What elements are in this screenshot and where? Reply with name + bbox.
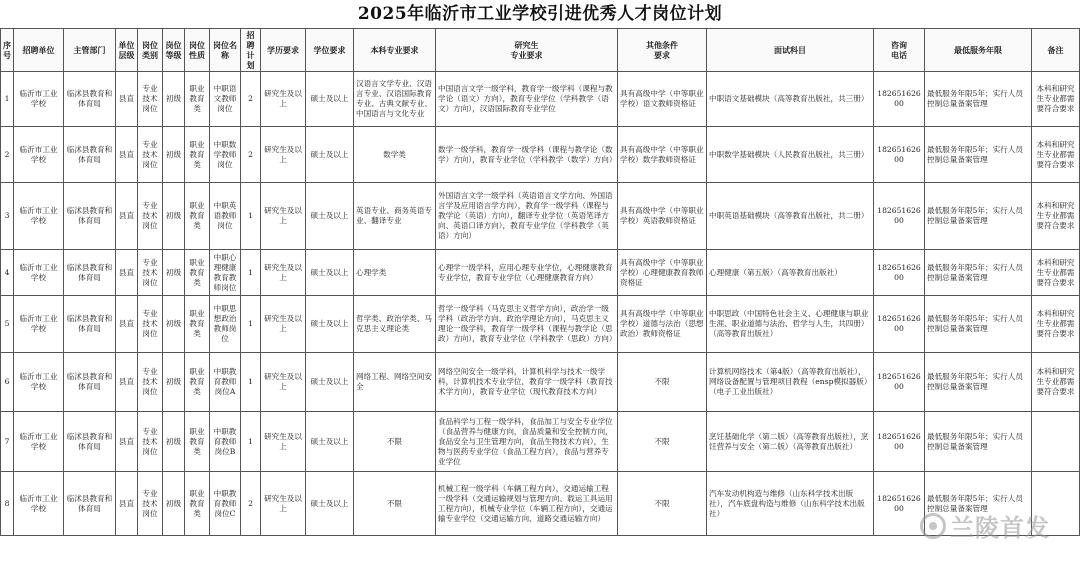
- cell-education: 研究生及以上: [261, 472, 306, 536]
- cell-degree: 硕士及以上: [306, 412, 354, 472]
- cell-interview-subject: 中职语文基础模块（高等教育出版社，共三册）: [707, 72, 874, 127]
- cell-service-years: 最低服务年限5年；实行人员控制总量备案管理: [925, 72, 1032, 127]
- cell-nature: 职业教育类: [185, 250, 210, 296]
- cell-post: 中职教育教师岗位B: [210, 412, 241, 472]
- cell-other-conditions: 具有高级中学（中等职业学校）道德与法治（思想政治）教师资格证: [618, 296, 707, 353]
- cell-nature: 职业教育类: [185, 296, 210, 353]
- cell-unit: 临沂市工业学校: [14, 296, 64, 353]
- cell-remark: 本科和研究生专业都需要符合要求: [1032, 127, 1080, 183]
- cell-nature: 职业教育类: [185, 127, 210, 183]
- watermark: [920, 508, 1050, 543]
- cell-category: 专业技术岗位: [138, 127, 163, 183]
- cell-phone: 18265162600: [874, 127, 925, 183]
- header-dept: 主管部门: [64, 29, 116, 72]
- cell-unit: 临沂市工业学校: [14, 72, 64, 127]
- cell-service-years: 最低服务年限5年；实行人员控制总量备案管理: [925, 183, 1032, 250]
- cell-interview-subject: 中职数学基础模块（人民教育出版社，共三册）: [707, 127, 874, 183]
- header-unit: 招聘单位: [14, 29, 64, 72]
- header-interview-subject: 面试科目: [707, 29, 874, 72]
- cell-dept: 临沭县教育和体育局: [64, 72, 116, 127]
- cell-level: 县直: [116, 472, 138, 536]
- cell-plan: 2: [241, 472, 261, 536]
- cell-dept: 临沭县教育和体育局: [64, 412, 116, 472]
- cell-unit: 临沂市工业学校: [14, 127, 64, 183]
- cell-undergrad-major: 网络工程、网络空间安全: [354, 353, 436, 412]
- cell-degree: 硕士及以上: [306, 72, 354, 127]
- header-undergrad-major: 本科专业要求: [354, 29, 436, 72]
- cell-undergrad-major: 汉语言文学专业、汉语言专业、汉语国际教育专业、古典文献专业、中国语言与文化专业: [354, 72, 436, 127]
- cell-post: 中职教育教师岗位A: [210, 353, 241, 412]
- cell-post: 中职数学教师岗位: [210, 127, 241, 183]
- cell-unit: 临沂市工业学校: [14, 183, 64, 250]
- cell-serial: 1: [1, 72, 14, 127]
- cell-post: 中职英语教师岗位: [210, 183, 241, 250]
- cell-grade: 初级: [163, 127, 185, 183]
- cell-serial: 6: [1, 353, 14, 412]
- cell-category: 专业技术岗位: [138, 72, 163, 127]
- cell-plan: 2: [241, 127, 261, 183]
- cell-remark: 本科和研究生专业都需要符合要求: [1032, 296, 1080, 353]
- cell-level: 县直: [116, 296, 138, 353]
- cell-category: 专业技术岗位: [138, 250, 163, 296]
- cell-post: 中职心理健康教育教师岗位: [210, 250, 241, 296]
- cell-degree: 硕士及以上: [306, 250, 354, 296]
- cell-dept: 临沭县教育和体育局: [64, 296, 116, 353]
- cell-degree: 硕士及以上: [306, 353, 354, 412]
- cell-grade: 初级: [163, 72, 185, 127]
- cell-other-conditions: 具有高级中学（中等职业学校）语文教师资格证: [618, 72, 707, 127]
- header-remark: 备注: [1032, 29, 1080, 72]
- cell-phone: 18265162600: [874, 412, 925, 472]
- cell-dept: 临沭县教育和体育局: [64, 250, 116, 296]
- cell-postgrad-major: 数学一级学科，教育学一级学科（课程与教学论（数学）方向），教育专业学位（学科教学（数学）方向）: [436, 127, 618, 183]
- cell-interview-subject: 心理健康（第五版）（高等教育出版社）: [707, 250, 874, 296]
- cell-remark: [1032, 412, 1080, 472]
- cell-other-conditions: 具有高级中学（中等职业学校）心理健康教育教师资格证: [618, 250, 707, 296]
- cell-plan: 2: [241, 72, 261, 127]
- table-row: [1, 250, 1080, 296]
- cell-plan: 1: [241, 412, 261, 472]
- table-row: [1, 183, 1080, 250]
- cell-level: 县直: [116, 183, 138, 250]
- cell-other-conditions: 不限: [618, 353, 707, 412]
- cell-category: 专业技术岗位: [138, 296, 163, 353]
- cell-nature: 职业教育类: [185, 72, 210, 127]
- cell-education: 研究生及以上: [261, 412, 306, 472]
- cell-category: 专业技术岗位: [138, 472, 163, 536]
- position-plan-table: [0, 28, 1080, 536]
- cell-postgrad-major: 机械工程一级学科（车辆工程方向），交通运输工程一级学科（交通运输规划与管理方向、载运工具运用工程方向），机械专业学位（车辆工程方向），交通运输专业学位（交通运输方向、道路交通运输方向）: [436, 472, 618, 536]
- cell-unit: 临沂市工业学校: [14, 472, 64, 536]
- watermark-text: 兰陵首发: [950, 514, 1050, 542]
- cell-post: 中职教育教师岗位C: [210, 472, 241, 536]
- page-title: 2025年临沂市工业学校引进优秀人才岗位计划: [357, 4, 723, 24]
- cell-grade: 初级: [163, 412, 185, 472]
- cell-education: 研究生及以上: [261, 127, 306, 183]
- cell-dept: 临沭县教育和体育局: [64, 127, 116, 183]
- cell-interview-subject: 烹饪基础化学（第二版）（高等教育出版社），烹饪营养与安全（第二版）（高等教育出版社）: [707, 412, 874, 472]
- cell-service-years: 最低服务年限5年；实行人员控制总量备案管理: [925, 127, 1032, 183]
- cell-service-years: 最低服务年限5年；实行人员控制总量备案管理: [925, 353, 1032, 412]
- cell-grade: 初级: [163, 183, 185, 250]
- cell-serial: 5: [1, 296, 14, 353]
- cell-postgrad-major: 食品科学与工程一级学科，食品加工与安全专业学位（食品营养与健康方向，食品质量和安全控制方向，食品安全与卫生管理方向，食品生物技术方向），生物与医药专业学位（食品工程方向），食品与营养专业学位: [436, 412, 618, 472]
- cell-unit: 临沂市工业学校: [14, 250, 64, 296]
- header-post: 岗位名称: [210, 29, 241, 72]
- cell-serial: 8: [1, 472, 14, 536]
- cell-post: 中职语文教师岗位: [210, 72, 241, 127]
- cell-postgrad-major: 外国语言文学一级学科（英语语言文学方向、外国语言学及应用语言学方向），教育学一级学科（课程与教学论（英语）方向），翻译专业学位（英语笔译方向、英语口译方向），教育专业学位（学科教学（英语）方向）: [436, 183, 618, 250]
- header-postgrad-major: 研究生 专业要求: [436, 29, 618, 72]
- table-row: [1, 353, 1080, 412]
- cell-grade: 初级: [163, 353, 185, 412]
- cell-nature: 职业教育类: [185, 412, 210, 472]
- cell-unit: 临沂市工业学校: [14, 353, 64, 412]
- cell-interview-subject: 中职英语基础模块（高等教育出版社，共二册）: [707, 183, 874, 250]
- cell-dept: 临沭县教育和体育局: [64, 472, 116, 536]
- cell-plan: 1: [241, 296, 261, 353]
- header-level: 单位层级: [116, 29, 138, 72]
- cell-interview-subject: 中职思政（中国特色社会主义、心理健康与职业生涯、职业道德与法治、哲学与人生，共四册）（高等教育出版社）: [707, 296, 874, 353]
- cell-postgrad-major: 网络空间安全一级学科，计算机科学与技术一级学科，计算机技术专业学位，教育学一级学科（教育技术学方向），教育专业学位（现代教育技术方向）: [436, 353, 618, 412]
- cell-serial: 2: [1, 127, 14, 183]
- cell-degree: 硕士及以上: [306, 127, 354, 183]
- cell-service-years: 最低服务年限5年；实行人员控制总量备案管理: [925, 472, 1032, 536]
- cell-other-conditions: 具有高级中学（中等职业学校）数学教师资格证: [618, 127, 707, 183]
- table-row: [1, 72, 1080, 127]
- cell-grade: 初级: [163, 472, 185, 536]
- cell-phone: 18265162600: [874, 250, 925, 296]
- cell-education: 研究生及以上: [261, 353, 306, 412]
- cell-nature: 职业教育类: [185, 183, 210, 250]
- cell-remark: 本科和研究生专业都需要符合要求: [1032, 72, 1080, 127]
- cell-remark: 本科和研究生专业都需要符合要求: [1032, 353, 1080, 412]
- cell-dept: 临沭县教育和体育局: [64, 353, 116, 412]
- cell-undergrad-major: 不限: [354, 412, 436, 472]
- cell-undergrad-major: 哲学类、政治学类、马克思主义理论类: [354, 296, 436, 353]
- table-row: [1, 412, 1080, 472]
- cell-service-years: 最低服务年限5年；实行人员控制总量备案管理: [925, 412, 1032, 472]
- header-grade: 岗位等级: [163, 29, 185, 72]
- cell-plan: 1: [241, 250, 261, 296]
- cell-degree: 硕士及以上: [306, 296, 354, 353]
- table-header: [1, 29, 1080, 72]
- cell-remark: 本科和研究生专业都需要符合要求: [1032, 250, 1080, 296]
- header-serial: 序号: [1, 29, 14, 72]
- cell-phone: 18265162600: [874, 296, 925, 353]
- header-plan: 招聘计划: [241, 29, 261, 72]
- cell-level: 县直: [116, 72, 138, 127]
- cell-plan: 1: [241, 183, 261, 250]
- cell-nature: 职业教育类: [185, 353, 210, 412]
- cell-other-conditions: 不限: [618, 472, 707, 536]
- cell-education: 研究生及以上: [261, 183, 306, 250]
- cell-grade: 初级: [163, 296, 185, 353]
- header-degree: 学位要求: [306, 29, 354, 72]
- cell-service-years: 最低服务年限5年；实行人员控制总量备案管理: [925, 296, 1032, 353]
- cell-undergrad-major: 数学类: [354, 127, 436, 183]
- cell-serial: 7: [1, 412, 14, 472]
- cell-serial: 3: [1, 183, 14, 250]
- header-phone: 咨询 电话: [874, 29, 925, 72]
- table-row: [1, 127, 1080, 183]
- cell-level: 县直: [116, 250, 138, 296]
- table-body: [1, 72, 1080, 536]
- cell-other-conditions: 具有高级中学（中等职业学校）英语教师资格证: [618, 183, 707, 250]
- cell-interview-subject: 汽车发动机构造与维修（山东科学技术出版社），汽车底盘构造与维修（山东科学技术出版社）: [707, 472, 874, 536]
- header-education: 学历要求: [261, 29, 306, 72]
- cell-phone: 18265162600: [874, 183, 925, 250]
- cell-level: 县直: [116, 353, 138, 412]
- cell-postgrad-major: 哲学一级学科（马克思主义哲学方向），政治学一级学科（政治学方向、政治学理论方向），马克思主义理论一级学科，教育学一级学科（课程与教学论（思政）方向），教育专业学位（学科教学（思政）方向）: [436, 296, 618, 353]
- header-category: 岗位类别: [138, 29, 163, 72]
- cell-education: 研究生及以上: [261, 72, 306, 127]
- table-row: [1, 472, 1080, 536]
- cell-grade: 初级: [163, 250, 185, 296]
- cell-category: 专业技术岗位: [138, 353, 163, 412]
- cell-post: 中职思想政治教师岗位: [210, 296, 241, 353]
- cell-category: 专业技术岗位: [138, 412, 163, 472]
- cell-service-years: 最低服务年限5年；实行人员控制总量备案管理: [925, 250, 1032, 296]
- cell-remark: 本科和研究生专业都需要符合要求: [1032, 183, 1080, 250]
- cell-postgrad-major: 心理学一级学科，应用心理专业学位，心理健康教育专业学位，教育专业学位（心理健康教育方向）: [436, 250, 618, 296]
- cell-phone: 18265162600: [874, 353, 925, 412]
- cell-level: 县直: [116, 127, 138, 183]
- cell-plan: 1: [241, 353, 261, 412]
- cell-level: 县直: [116, 412, 138, 472]
- cell-postgrad-major: 中国语言文学一级学科，教育学一级学科（课程与教学论（语文）方向），教育专业学位（学科教学（语文）方向），汉语国际教育专业学位: [436, 72, 618, 127]
- cell-undergrad-major: 不限: [354, 472, 436, 536]
- cell-degree: 硕士及以上: [306, 183, 354, 250]
- cell-undergrad-major: 心理学类: [354, 250, 436, 296]
- cell-other-conditions: 不限: [618, 412, 707, 472]
- cell-serial: 4: [1, 250, 14, 296]
- cell-phone: 18265162600: [874, 472, 925, 536]
- header-nature: 岗位性质: [185, 29, 210, 72]
- cell-undergrad-major: 英语专业、商务英语专业、翻译专业: [354, 183, 436, 250]
- account-logo-icon: [920, 513, 946, 539]
- cell-unit: 临沂市工业学校: [14, 412, 64, 472]
- table-row: [1, 296, 1080, 353]
- cell-education: 研究生及以上: [261, 296, 306, 353]
- header-other-conditions: 其他条件 要求: [618, 29, 707, 72]
- cell-degree: 硕士及以上: [306, 472, 354, 536]
- cell-category: 专业技术岗位: [138, 183, 163, 250]
- cell-interview-subject: 计算机网络技术（第4版）（高等教育出版社），网络设备配置与管理项目教程（ensp模拟器版）（电子工业出版社）: [707, 353, 874, 412]
- cell-dept: 临沭县教育和体育局: [64, 183, 116, 250]
- cell-education: 研究生及以上: [261, 250, 306, 296]
- cell-phone: 18265162600: [874, 72, 925, 127]
- header-service-years: 最低服务年限: [925, 29, 1032, 72]
- cell-nature: 职业教育类: [185, 472, 210, 536]
